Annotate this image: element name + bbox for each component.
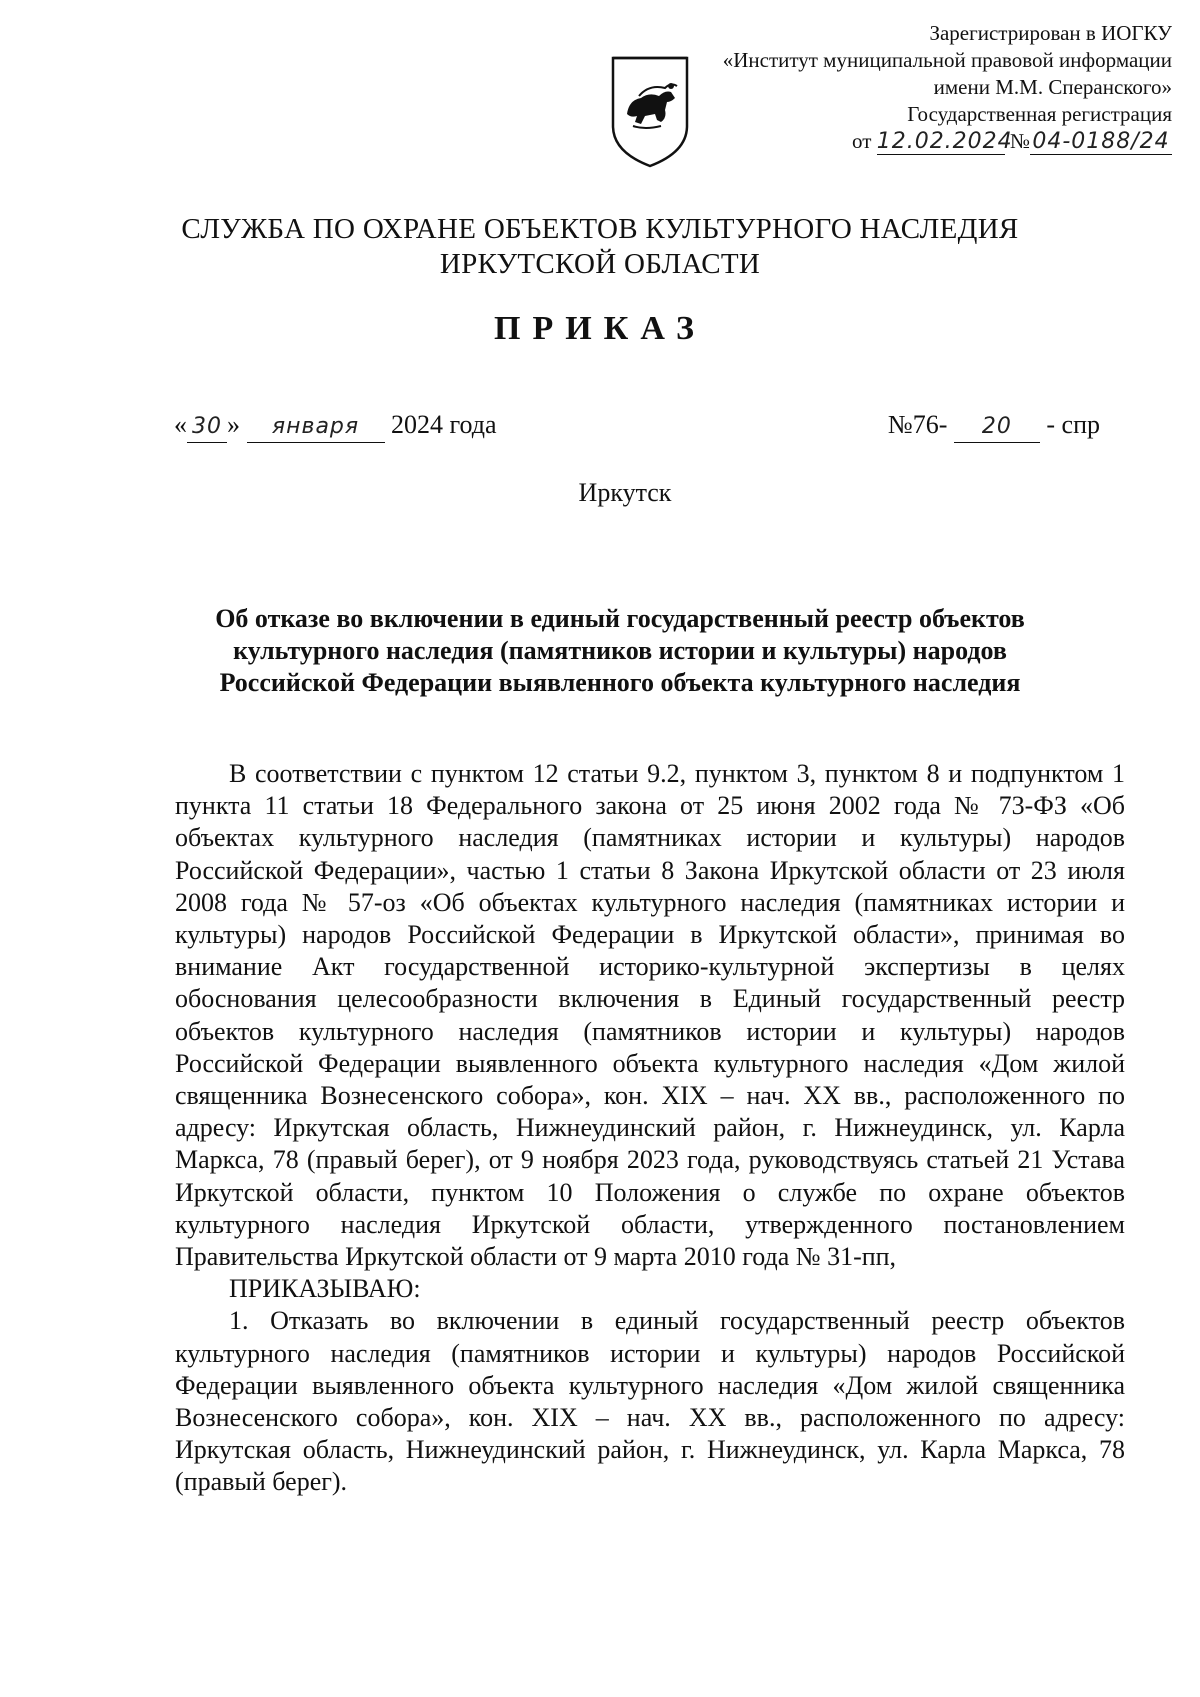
order-subject: Об отказе во включении в единый государственный реестр объектов культурного наследия (памятников истории и культуры) народов Российской Федерации выявленного объекта культурного наследия [215,604,1025,697]
order-date [174,410,497,443]
registration-line-1: Зарегистрирован в ИОГКУ [929,21,1172,45]
organization-name [0,212,1200,282]
registration-date-prefix: от [852,129,872,153]
order-number-suffix: - спр [1046,410,1100,439]
order-directive: ПРИКАЗЫВАЮ: [229,1274,421,1304]
registration-line-4: Государственная регистрация [907,102,1172,126]
registration-date-value: 12.02.2024 [876,129,1013,154]
order-number [888,410,1100,443]
organization-line-1: СЛУЖБА ПО ОХРАНЕ ОБЪЕКТОВ КУЛЬТУРНОГО НАСЛЕДИЯ [181,213,1019,245]
date-quote-close: » [227,410,240,439]
document-type-title: ПРИКАЗ [494,310,706,347]
registration-line-2: «Институт муниципальной правовой информации [722,48,1172,72]
order-number-prefix: №76- [887,410,948,439]
order-number-value: 20 [954,412,1040,443]
order-item-1: 1. Отказать во включении в единый государственный реестр объектов культурного наследия (памятников истории и культуры) народов Российской Федерации выявленного объекта культурного наследия «Дом жилой священника Вознесенского собора», кон. XIX – нач. XX вв., расположенного по адресу: Иркутская область, Нижнеудинский район, г. Нижнеудинск, ул. Карла Маркса, 78 (правый берег). [175,1306,1125,1497]
irkutsk-coat-of-arms-icon [605,48,695,173]
city-name: Иркутск [578,478,672,507]
date-quote-open: « [174,410,187,439]
registration-number-prefix: № [1009,129,1030,153]
date-month: января [247,412,385,443]
order-body [175,758,1125,1499]
registration-date-line [652,128,1172,155]
date-year: 2024 года [391,410,497,439]
preamble-paragraph: В соответствии с пунктом 12 статьи 9.2, пунктом 3, пунктом 8 и подпунктом 1 пункта 11 статьи 18 Федерального закона от 25 июня 2002 года № 73-ФЗ «Об объектах культурного наследия (памятниках истории и культуры) народов Российской Федерации», частью 1 статьи 8 Закона Иркутской области от 23 июля 2008 года № 57-оз «Об объектах культурного наследия (памятниках истории и культуры) народов Российской Федерации в Иркутской области», принимая во внимание Акт государственной историко-культурной экспертизы в целях обоснования целесообразности включения в Единый государственный реестр объектов культурного наследия (памятников истории и культуры) народов Российской Федерации выявленного объекта культурного наследия «Дом жилой священника Вознесенского собора», кон. XIX – нач. XX вв., расположенного по адресу: Иркутская область, Нижнеудинский район, г. Нижнеудинск, ул. Карла Маркса, 78 (правый берег), от 9 ноября 2023 года, руководствуясь статьей 21 Устава Иркутской области, пунктом 10 Положения о службе по охране объектов культурного наследия Иркутской области, утвержденного постановлением Правительства Иркутской области от 9 марта 2010 года № 31-пп, [175,759,1125,1272]
registration-stamp [652,20,1172,155]
organization-line-2: ИРКУТСКОЙ ОБЛАСТИ [439,248,761,280]
date-day: 30 [187,412,227,443]
registration-line-3: имени М.М. Сперанского» [933,75,1172,99]
registration-number-value: 04-0188/24 [1030,130,1172,155]
